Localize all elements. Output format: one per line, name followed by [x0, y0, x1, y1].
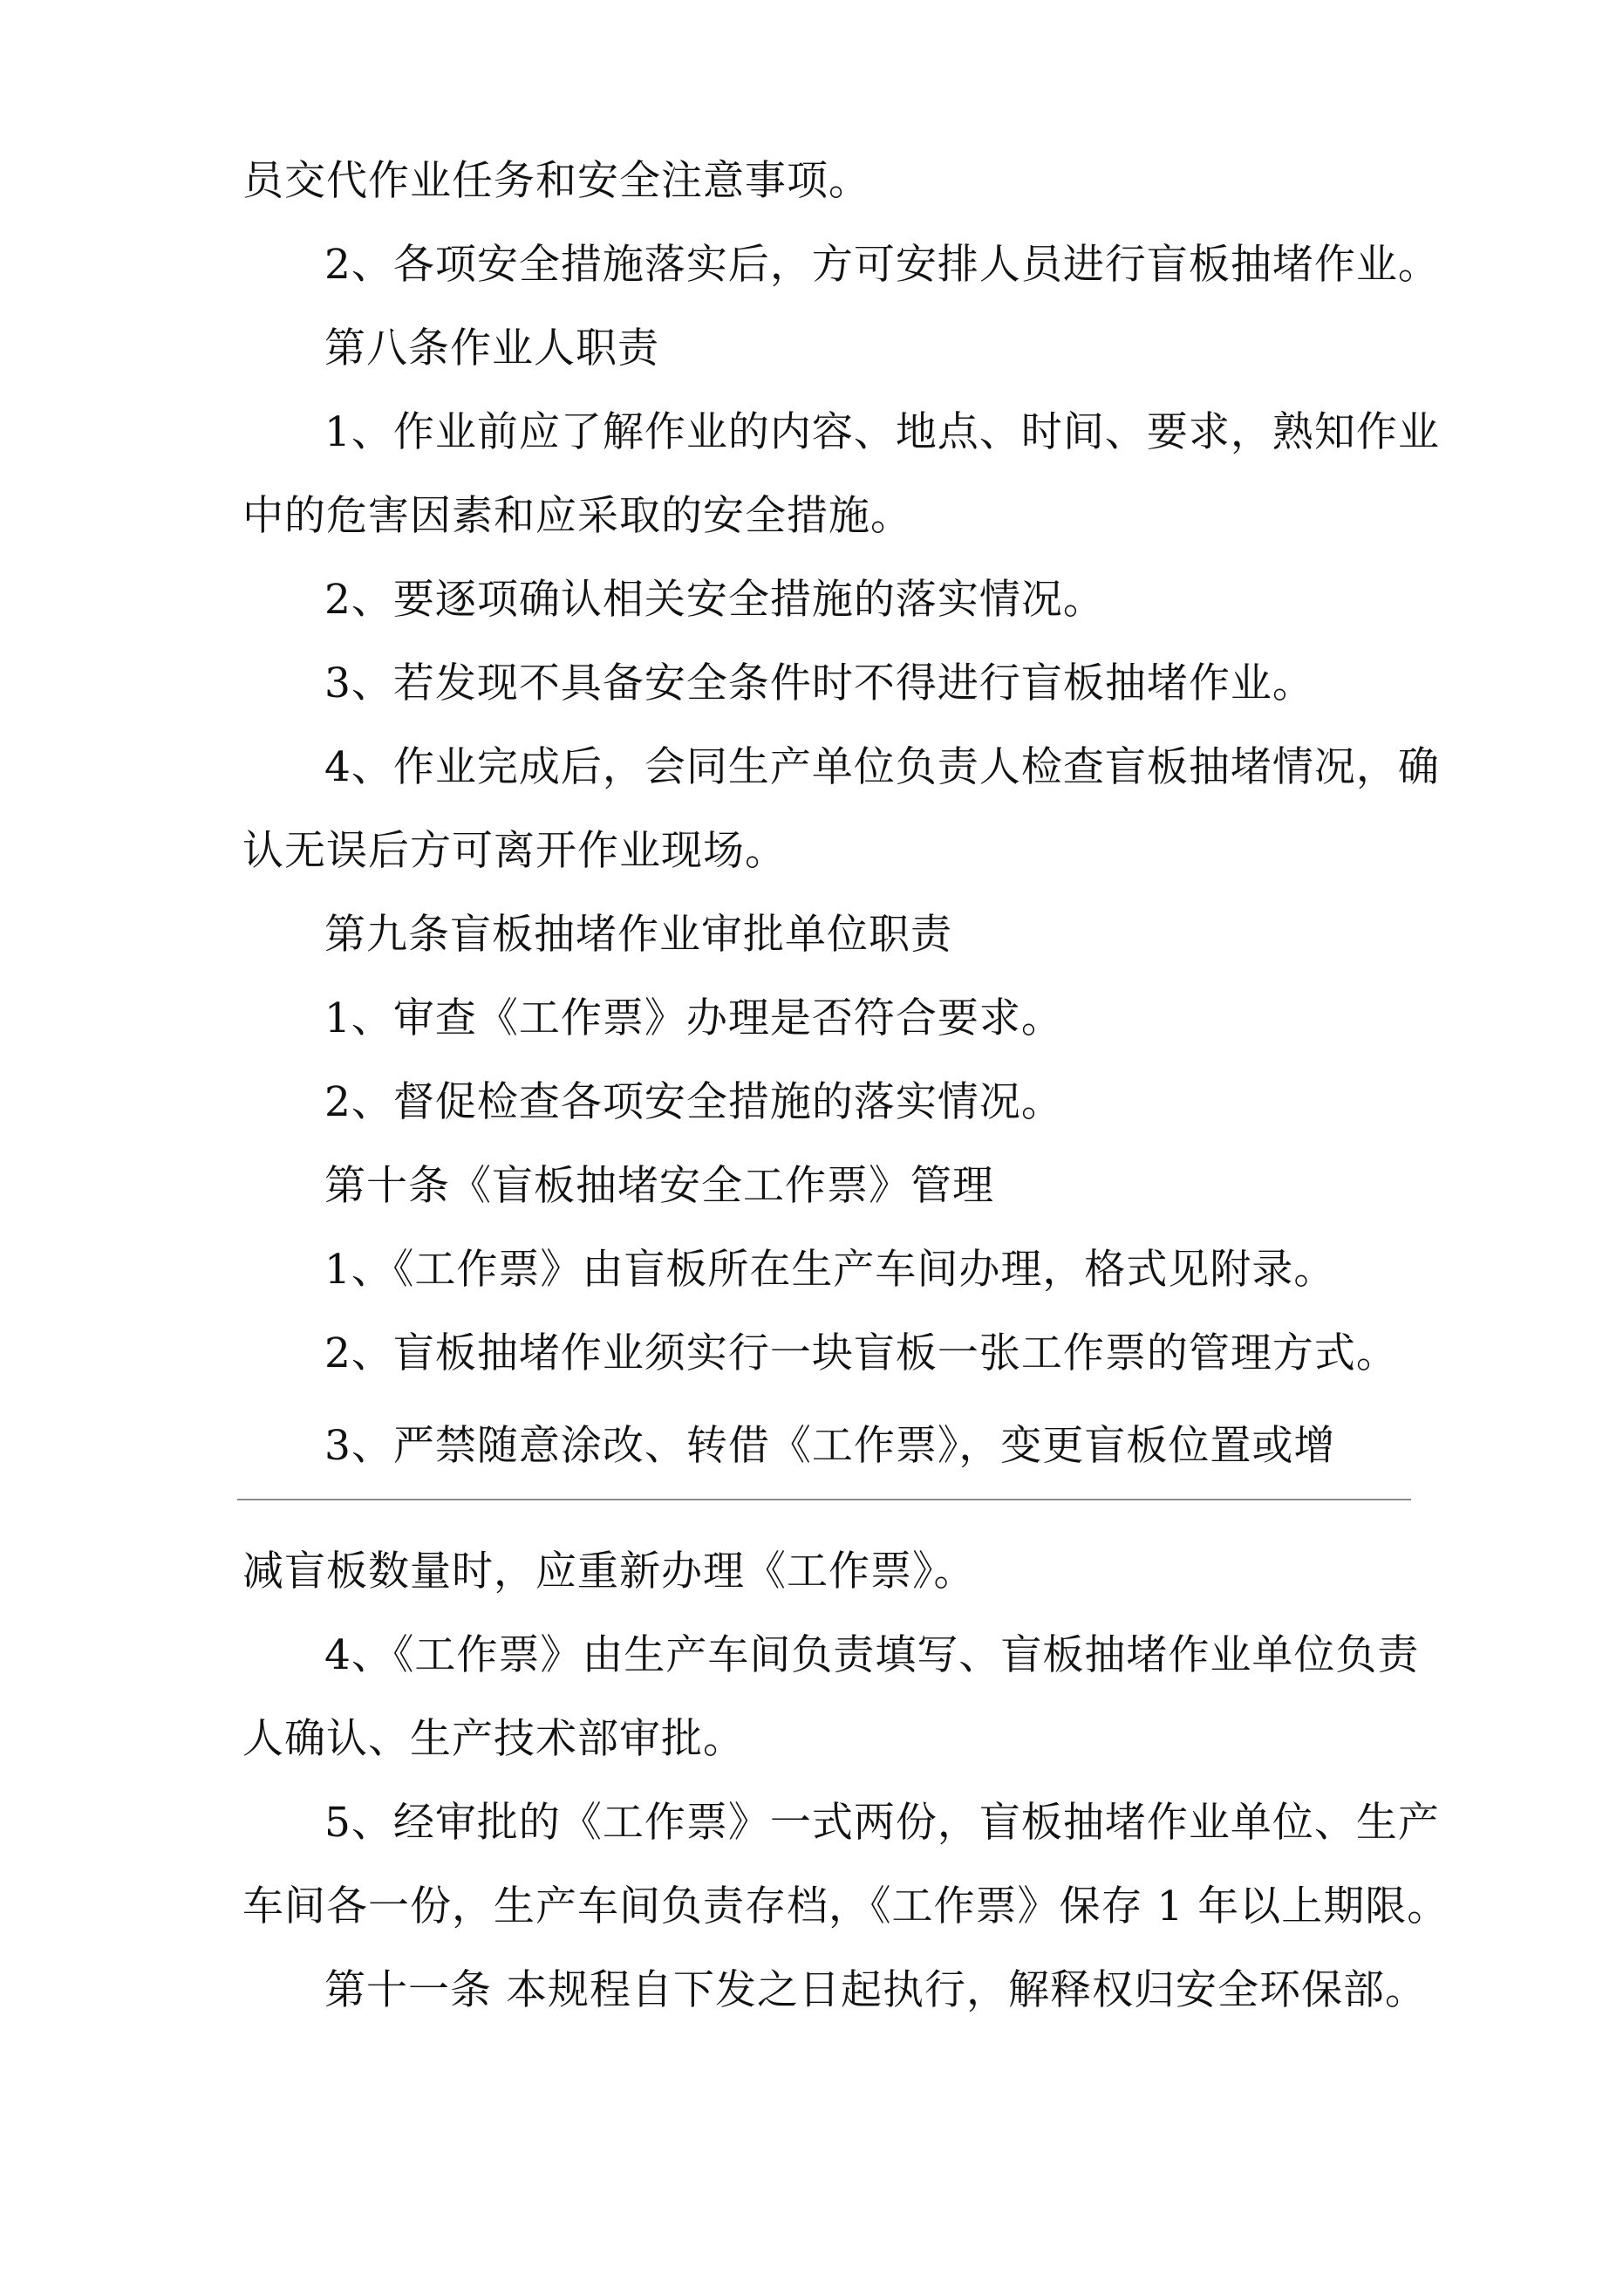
section-heading: 第十条《盲板抽堵安全工作票》管理: [324, 1162, 994, 1210]
text-line: 中的危害因素和应采取的安全措施。: [242, 492, 912, 540]
text-line: 3、若发现不具备安全条件时不得进行盲板抽堵作业。: [324, 659, 1314, 707]
text-line: 4、作业完成后，会同生产单位负责人检查盲板抽堵情况，确: [324, 743, 1440, 791]
text-line: 1、《工作票》由盲板所在生产车间办理，格式见附录。: [324, 1246, 1336, 1294]
text-line: 2、各项安全措施落实后，方可安排人员进行盲板抽堵作业。: [324, 241, 1440, 289]
section-heading: 第九条盲板抽堵作业审批单位职责: [324, 911, 952, 959]
text-line: 1、审查《工作票》办理是否符合要求。: [324, 994, 1063, 1042]
text-line: 车间各一份，生产车间负责存档，《工作票》保存 1 年以上期限。: [242, 1883, 1449, 1930]
text-line: 2、要逐项确认相关安全措施的落实情况。: [324, 576, 1105, 624]
text-line: 2、督促检查各项安全措施的落实情况。: [324, 1078, 1063, 1126]
text-line: 3、严禁随意涂改、转借《工作票》，变更盲板位置或增: [324, 1422, 1336, 1470]
text-line: 认无误后方可离开作业现场。: [242, 827, 787, 875]
section-heading: 第十一条 本规程自下发之日起执行，解释权归安全环保部。: [324, 1966, 1427, 2014]
text-line: 员交代作业任务和安全注意事项。: [242, 157, 870, 205]
section-heading: 第八条作业人职责: [324, 325, 659, 372]
page-divider: [237, 1499, 1411, 1500]
text-line: 人确认、生产技术部审批。: [242, 1715, 745, 1763]
text-line: 5、经审批的《工作票》一式两份，盲板抽堵作业单位、生产: [324, 1799, 1440, 1847]
text-line: 4、《工作票》由生产车间负责填写、盲板抽堵作业单位负责: [324, 1631, 1420, 1679]
text-line: 1、作业前应了解作业的内容、地点、时间、要求，熟知作业: [324, 408, 1440, 456]
text-line: 减盲板数量时，应重新办理《工作票》。: [242, 1548, 976, 1596]
text-line: 2、盲板抽堵作业须实行一块盲板一张工作票的管理方式。: [324, 1329, 1398, 1377]
